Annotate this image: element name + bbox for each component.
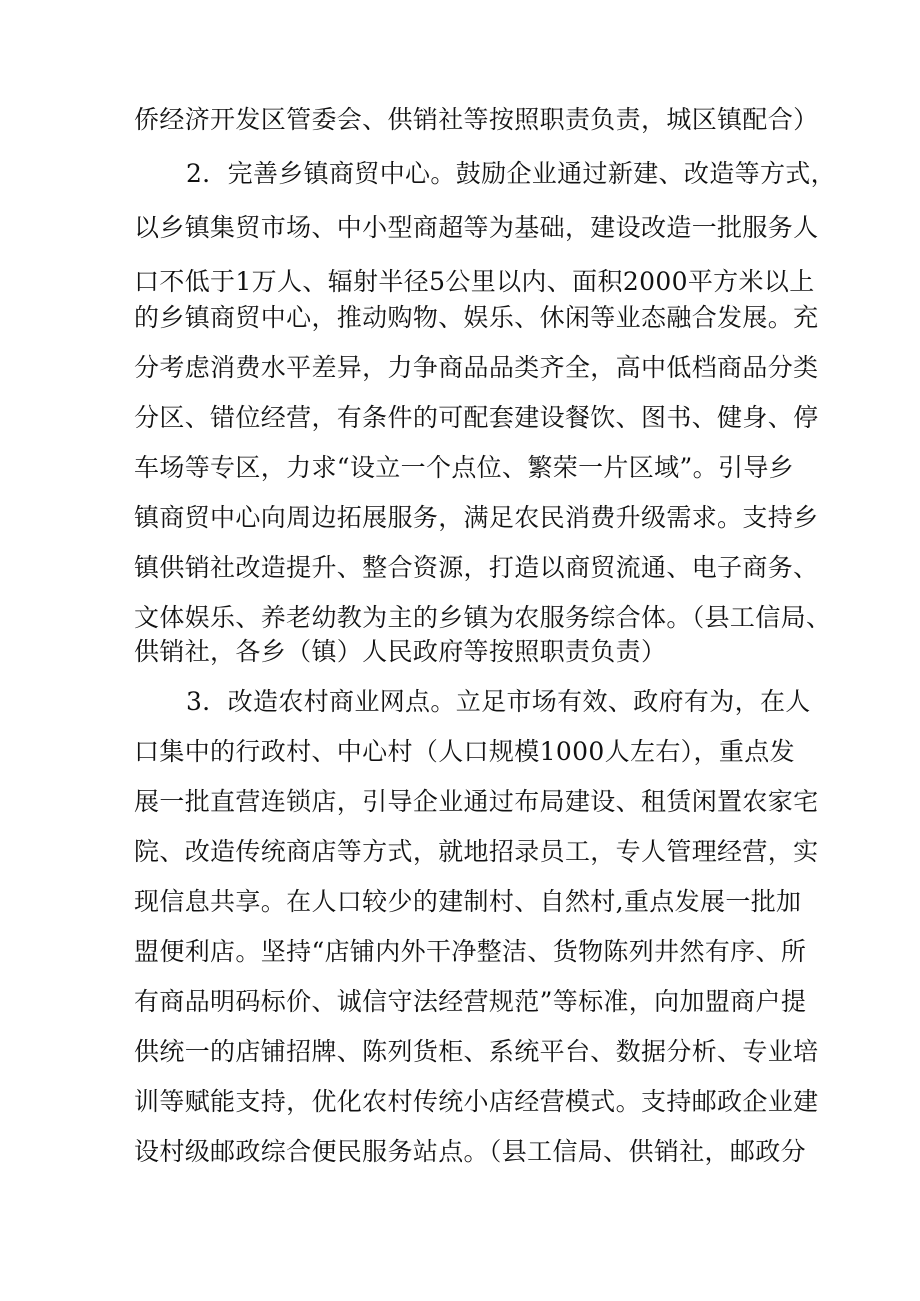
text-line: 2．完善乡镇商贸中心。鼓励企业通过新建、改造等方式， <box>186 159 837 188</box>
text-line: 供统一的店铺招牌、陈列货柜、系统平台、数据分析、专业培 <box>134 1037 819 1066</box>
text-line: 镇商贸中心向周边拓展服务，满足农民消费升级需求。支持乡 <box>134 503 819 532</box>
text-line: 有商品明码标价、诚信守法经营规范”等标准，向加盟商户提 <box>134 987 807 1016</box>
text-line: 供销社，各乡（镇）人民政府等按照职责负责） <box>134 637 667 666</box>
text-line: 口集中的行政村、中心村（人口规模1000人左右），重点发 <box>134 737 795 766</box>
text-line: 以乡镇集贸市场、中小型商超等为基础，建设改造一批服务人 <box>134 213 819 242</box>
text-line: 口不低于1万人、辐射半径5公里以内、面积2000平方米以上 <box>134 267 815 296</box>
text-line: 车场等专区，力求“设立一个点位、繁荣一片区域”。引导乡 <box>134 453 795 482</box>
text-line: 文体娱乐、养老幼教为主的乡镇为农服务综合体。（县工信局、 <box>134 603 832 632</box>
text-line: 分考虑消费水平差异，力争商品品类齐全，高中低档商品分类 <box>134 353 819 382</box>
text-line: 盟便利店。坚持“店铺内外干净整洁、货物陈列井然有序、所 <box>134 937 807 966</box>
text-line: 3．改造农村商业网点。立足市场有效、政府有为，在人 <box>186 687 811 716</box>
text-line: 院、改造传统商店等方式，就地招录员工，专人管理经营，实 <box>134 837 819 866</box>
text-line: 分区、错位经营，有条件的可配套建设餐饮、图书、健身、停 <box>134 403 819 432</box>
text-line: 训等赋能支持，优化农村传统小店经营模式。支持邮政企业建 <box>134 1087 819 1116</box>
text-line: 镇供销社改造提升、整合资源，打造以商贸流通、电子商务、 <box>134 553 819 582</box>
text-line: 设村级邮政综合便民服务站点。（县工信局、供销社，邮政分 <box>134 1137 806 1166</box>
text-line: 展一批直营连锁店，引导企业通过布局建设、租赁闲置农家宅 <box>134 787 819 816</box>
text-line: 侨经济开发区管委会、供销社等按照职责负责，城区镇配合） <box>134 105 819 134</box>
text-line: 的乡镇商贸中心，推动购物、娱乐、休闲等业态融合发展。充 <box>134 303 819 332</box>
text-line: 现信息共享。在人口较少的建制村、自然村,重点发展一批加 <box>134 887 802 916</box>
